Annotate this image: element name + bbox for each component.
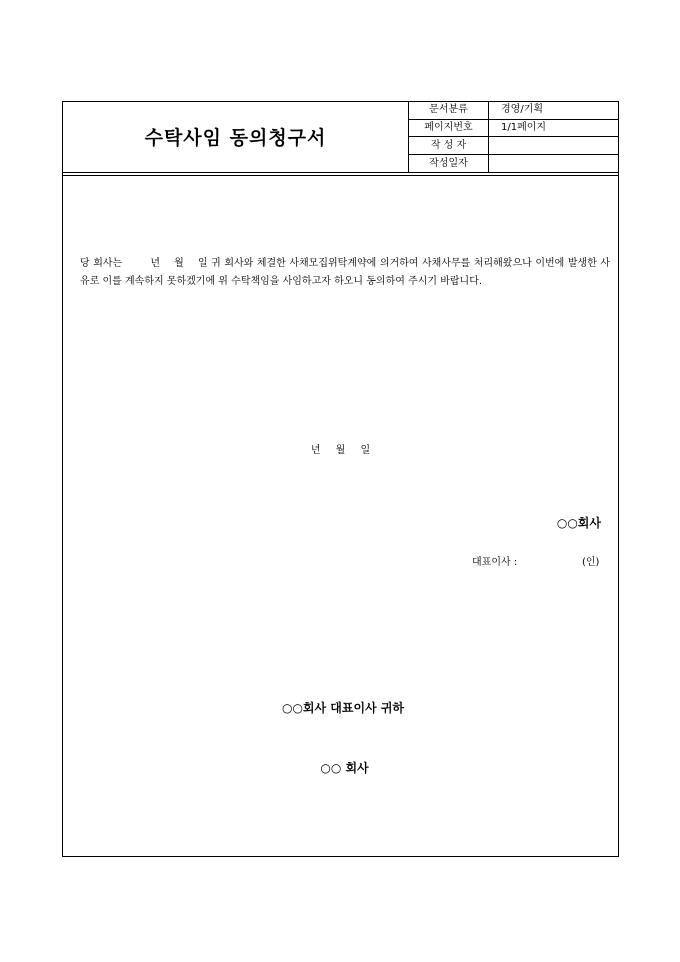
info-label: 문서분류 xyxy=(409,102,489,119)
info-value: 1/1페이지 xyxy=(489,119,619,137)
document-title: 수탁사임 동의청구서 xyxy=(144,127,327,149)
company-name: ○○회사 xyxy=(556,516,601,530)
info-row-author xyxy=(409,137,619,155)
document-info-table xyxy=(408,102,618,172)
info-label: 작성일자 xyxy=(409,155,489,172)
info-value xyxy=(489,155,619,172)
seal-mark: (인) xyxy=(582,557,600,568)
sender-line: ○○ 회사 xyxy=(320,761,369,775)
info-row-date xyxy=(409,155,619,172)
info-row-page-number xyxy=(409,119,619,137)
info-label: 페이지번호 xyxy=(409,119,489,137)
body-paragraph: 당 회사는 년 월 일 귀 회사와 체결한 사채모집위탁계약에 의거하여 사채사무를 처리해왔으나 이번에 발생한 사유로 이를 계속하지 못하겠기에 위 수탁책임을 사임하고자 하오니 동의하여 주시기 바랍니다. xyxy=(80,258,610,287)
info-row-category xyxy=(409,102,619,119)
date-line: 년 월 일 xyxy=(310,445,371,456)
addressee-line: ○○회사 대표이사 귀하 xyxy=(281,701,405,715)
header-divider xyxy=(63,175,618,176)
info-label: 작 성 자 xyxy=(409,137,489,155)
document-header xyxy=(63,102,618,173)
info-value xyxy=(489,137,619,155)
document-frame xyxy=(62,101,619,857)
info-value: 경영/기획 xyxy=(501,104,544,116)
ceo-label: 대표이사 : xyxy=(472,557,518,568)
